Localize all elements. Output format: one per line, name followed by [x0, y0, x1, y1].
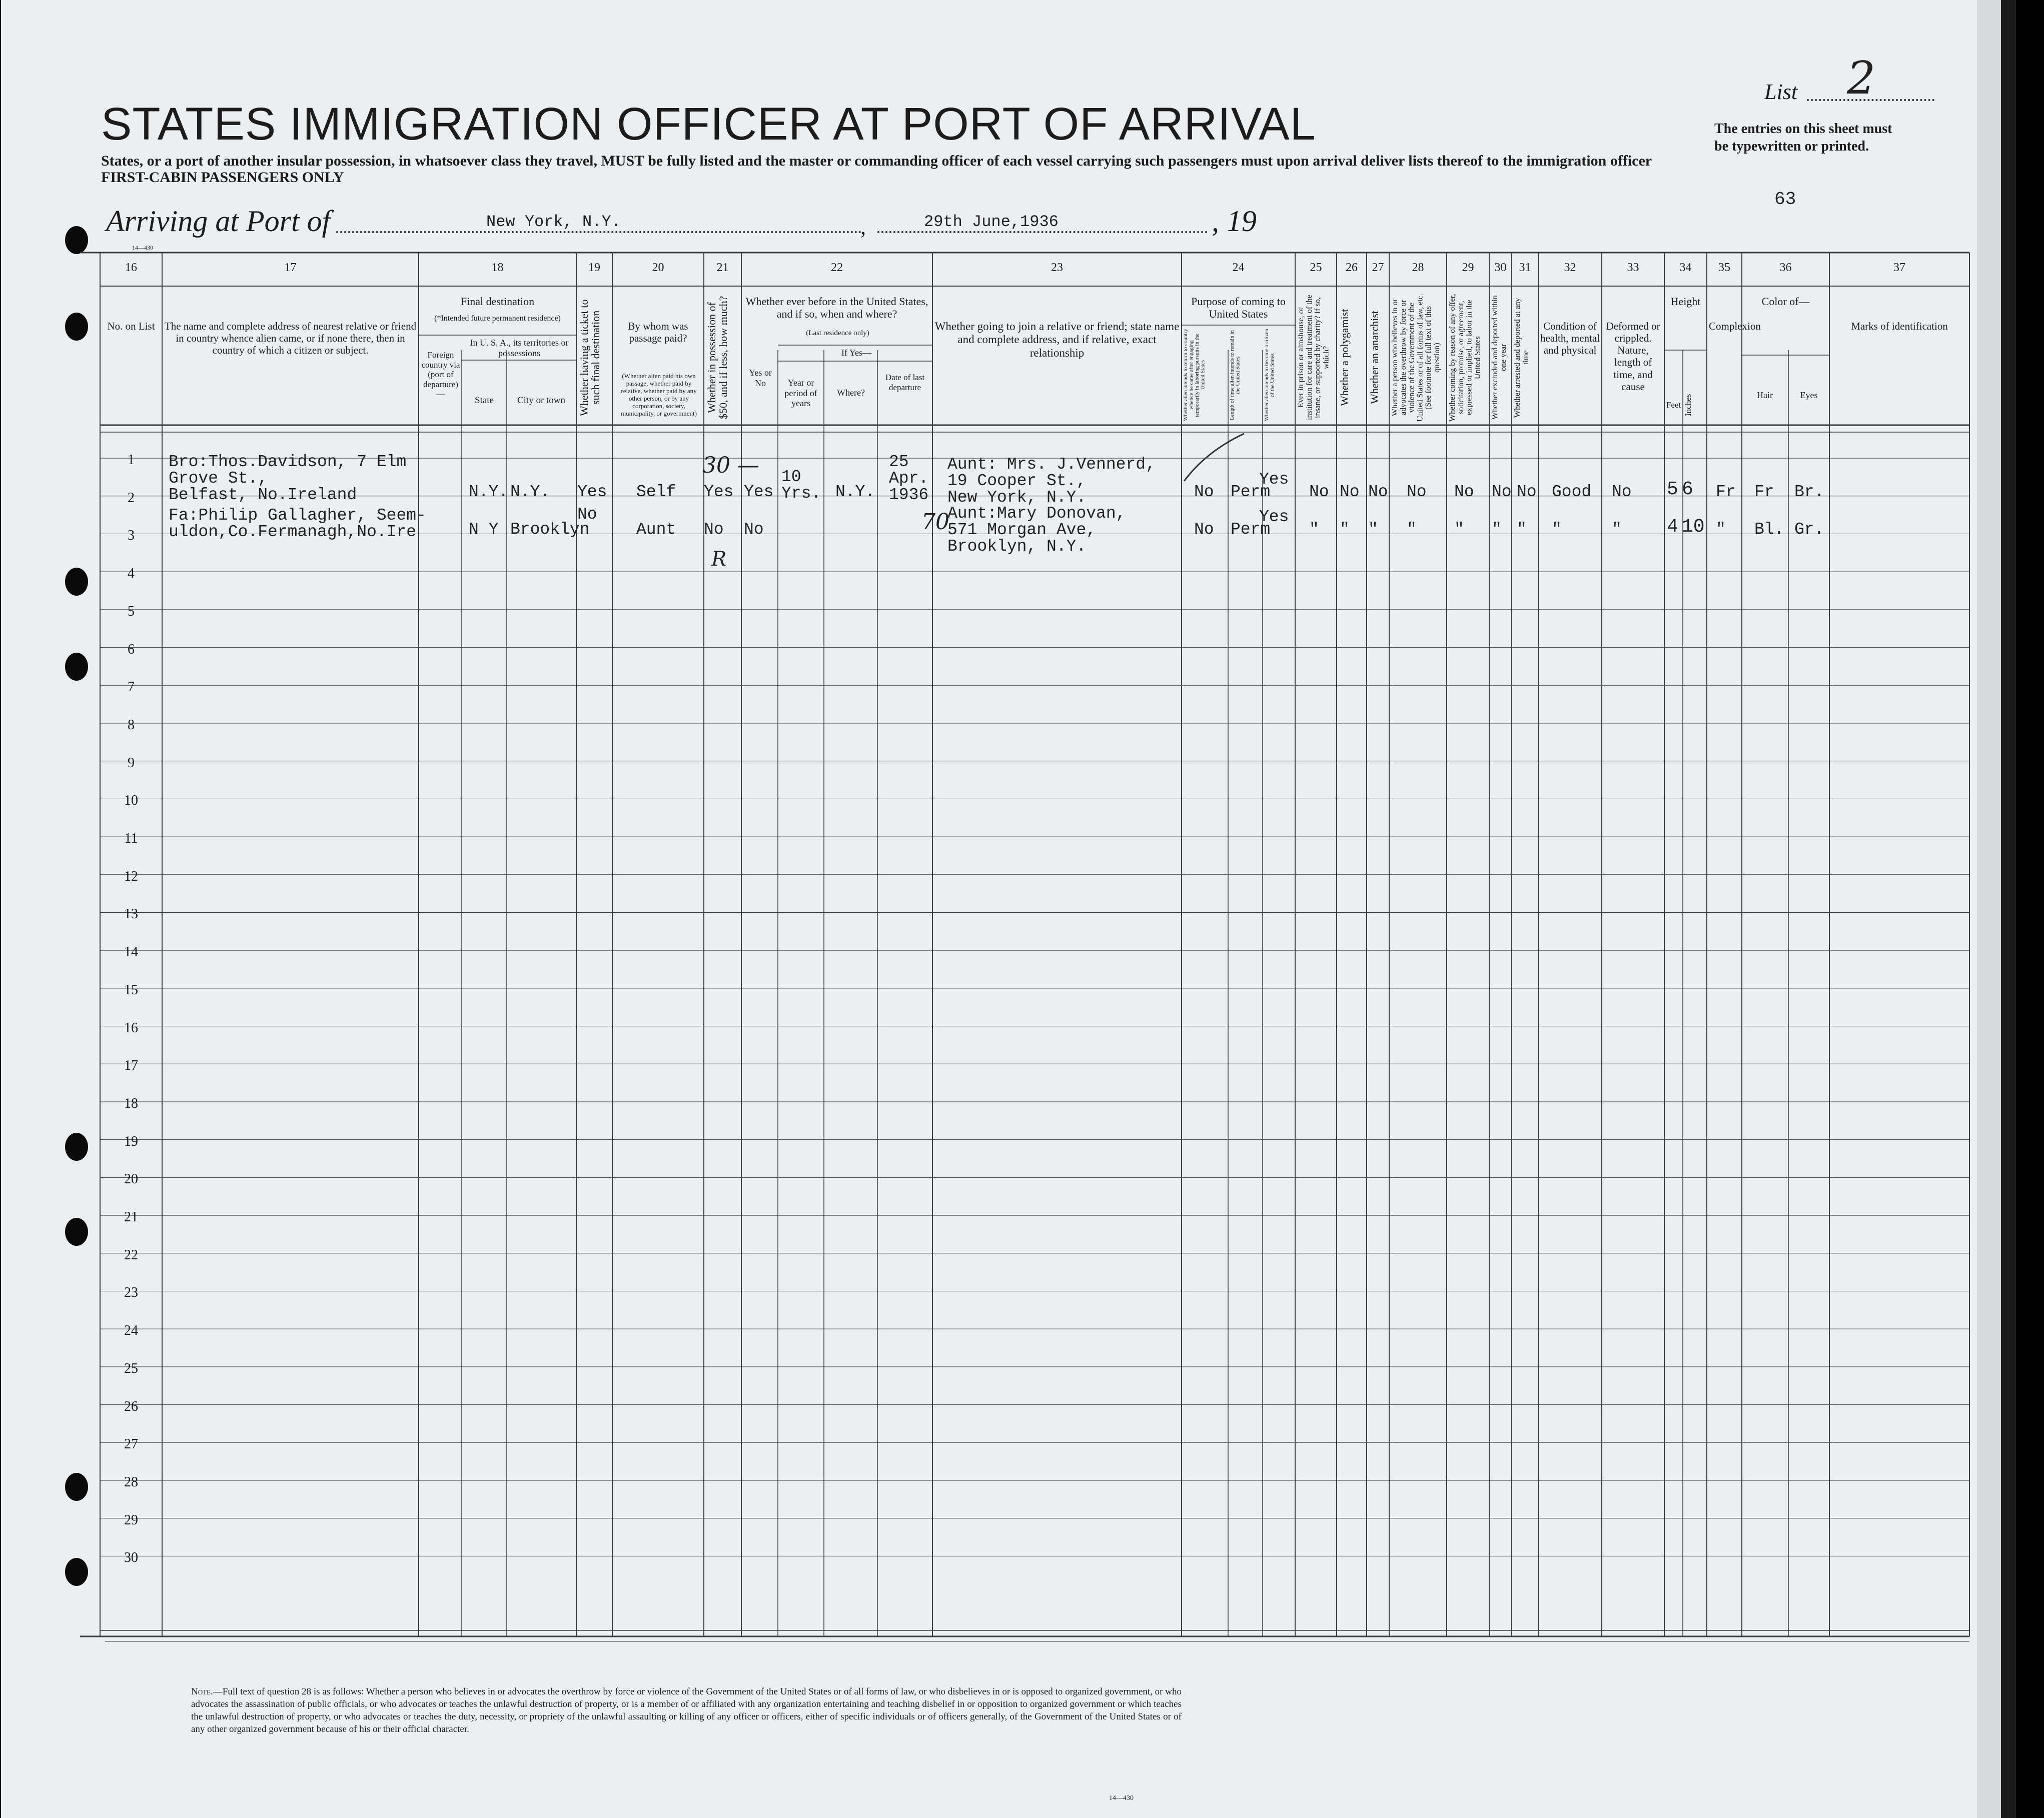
scan-border [2001, 0, 2016, 1818]
handwritten-mark: 70 [921, 509, 949, 535]
column-number: 31 [1519, 261, 1531, 274]
row-number: 10 [124, 793, 138, 809]
ticket-value: Yes [577, 483, 607, 501]
row-number: 19 [124, 1133, 138, 1149]
row-number: 14 [124, 944, 138, 960]
column-number: 25 [1310, 261, 1322, 274]
subtitle-line: States, or a port of another insular possession, in whatsoever class they travel, MUST be fully listed and the master or commanding officer of each vessel carrying such passengers must upon arrival deliver lists thereof to the immigration officer [101, 153, 1652, 169]
row-number: 24 [124, 1323, 138, 1339]
column-number: 29 [1462, 261, 1474, 274]
excluded-value: " [1492, 520, 1502, 539]
column-subheader: State [475, 395, 494, 406]
column-number: 21 [716, 261, 729, 274]
column-note: (*Intended future permanent residence) [434, 314, 561, 323]
inches-value: 10 [1682, 516, 1705, 538]
contract-value: " [1454, 520, 1464, 539]
row-number: 1 [128, 452, 135, 468]
joining-line: Aunt: Mrs. J.Vennerd, [947, 455, 1156, 474]
contract-value: No [1454, 483, 1474, 501]
health-value: Good [1552, 483, 1592, 501]
joining-line: Aunt:Mary Donovan, [947, 504, 1126, 523]
row-number: 27 [124, 1436, 138, 1452]
sheet-number: 63 [1774, 189, 1796, 210]
money-value: Yes [704, 483, 734, 501]
column-number: 17 [284, 261, 297, 274]
handwritten-mark-amount: 30 — [702, 453, 759, 478]
overthrow-value: No [1407, 483, 1427, 501]
arrival-date: 29th June,1936 [924, 213, 1059, 231]
column-subheader: If Yes— [841, 348, 871, 358]
instruction-line: The entries on this sheet must [1714, 121, 1892, 137]
ticket-value: No [577, 505, 597, 524]
health-value: " [1552, 520, 1562, 539]
row-number: 23 [124, 1285, 138, 1301]
row-number: 16 [124, 1020, 138, 1036]
column-subheader: City or town [517, 395, 566, 406]
manifest-sheet: STATES IMMIGRATION OFFICER AT PORT OF ARRIVAL States, or a port of another insular possession, in whatsoever class they travel, MUST be fully listed and the master or commanding officer of each vessel carrying such passengers must upon arrival deliver lists thereof to the immigration officer FIRST-CABIN PASSENGERS ONLY List 2 The entries on this sheet must be typewritten or printed. 63 Arriving at Port of New York, N.Y. , 29th June,1936 , 19 14—430 16 17 18 19 20 21 22 23 24 25 26 27 28 29 30 31 32 33 34 35 36 37 No. on List The name and complete address of nearest relative or friend in country whence alien came, or if none there, then in country of which a citizen or subject. Final destination Whether having a ticket to such final destination By whom was passage paid? Whether in possession of $50, and if less, how much? Whether ever before in the United States, and if so, when and where? Whether going to join a relative or friend; state name and complete address, and if relative, exact relationship Purpose of coming to United States Ever in prison or almshouse, or institution for care and treatment of the insane, or supported by charity? If so, which? Whether a polygamist Whether an anarchist Whether a person who believes in or advocates the overthrow by force or violence of the Government of the United States or of all forms of law, etc. (See footnote for full text of this question) Whether coming by reason of any offer, solicitation, promise, or agreement, expressed or implied, to labor in the United States Whether excluded and deported within one year Whether arrested and deported at any time Condition of health, mental and physical Deformed or crippled. Nature, length of time, and cause Height Complexion Color of— Marks of identification (*Intended future permanent residence) Foreign country via (port of departure)— In U. S. A., its territories or possessions State City or town (Whether alien paid his own passage, whether paid by relative, whether paid by any other person, or by any corporation, society, municipality, or government) (Last residence only) Yes or No If Yes— Year or period of years Where? Date of last departure Whether alien intends to return to country whence he came after engaging temporarily in laboring pursuits in the United States Length of time alien intends to remain in the United States Whether alien intends to become a citizen of the United States Feet Inches Hair Eyes 1 2 3 4 5 6 7 8 9 10 11 12 13 14 15 16 17 18 19 20 21 22 23 24 25 26 27 28 29 30 Bro:Thos.Davidson, 7 Elm Grove St., Belfast, No.Ireland N.Y. N.Y. Yes Self Yes Yes 10 Yrs. N.Y. 25 Apr. 1936 Aunt: Mrs. J.Vennerd, 19 Cooper St., New York, N.Y. No Perm Yes No No No No No No No Good No 5 6 Fr Fr Br. Fa:Philip Gallagher, Seem- uldon,Co.Fermanagh,No.Ire N Y Brooklyn No Aunt No No Aunt:Mary Donovan, 571 Morgan Ave, Brooklyn, N.Y. No Perm Yes " " " " " " " " " 4 10 " Bl. Gr. 30 — 70 R Note.—Full text of question 28 is as follows: Whether a person who believes in or advocates the overthrow by force or violence of the Government of the United States or of all forms of law, or who disbelieves in or is opposed to organized government, or who advocates the assassination of public officials, or who advocates or teaches the unlawful destruction of property, or is a member of or affiliated with any organization entertaining and teaching disbelief in or opposition to organized government or which teaches the unlawful destruction of property, or who advocates or teaches the duty, necessity, or propriety of the unlawful assaulting or killing of any officer or officers, either of specific individuals or of officers generally, of the Government of the United States or of any other organized government because of his or their official character. 14—430 [1, 0, 2002, 1818]
row-number: 25 [124, 1360, 138, 1376]
row-number: 22 [124, 1247, 138, 1263]
joining-line: 571 Morgan Ave, [947, 521, 1097, 539]
form-code-bottom: 14—430 [1109, 1794, 1134, 1802]
row-number: 2 [128, 490, 135, 506]
column-subheader: Year or period of years [784, 378, 817, 409]
return-value: No [1194, 520, 1214, 539]
row-number: 21 [124, 1209, 138, 1225]
column-number: 28 [1412, 261, 1424, 274]
money-value: No [704, 520, 724, 539]
paid-by-value: Self [636, 483, 676, 501]
year-prefix: , 19 [1212, 205, 1257, 238]
deformed-value: " [1612, 520, 1622, 539]
years-value: Yrs. [781, 484, 821, 503]
where-value: N.Y. [835, 483, 875, 501]
before-value: Yes [744, 483, 774, 501]
return-value: No [1194, 483, 1214, 501]
column-number: 27 [1372, 261, 1384, 274]
column-header: No. on List [107, 320, 155, 332]
relative-line: uldon,Co.Fermanagh,No.Ire [169, 523, 417, 541]
column-number: 16 [125, 261, 137, 274]
handwritten-stroke [1182, 431, 1247, 486]
column-subheader: Where? [837, 388, 865, 398]
polygamist-value: " [1340, 520, 1350, 539]
row-number: 3 [128, 528, 135, 544]
citizen-value: Yes [1259, 470, 1289, 489]
eyes-value: Br. [1794, 483, 1824, 501]
column-subheader: Date of last departure [885, 373, 925, 392]
form-code-top: 14—430 [132, 244, 153, 251]
arriving-label: Arriving at Port of [106, 205, 331, 238]
overthrow-value: " [1407, 520, 1417, 539]
column-header: Color of— [1761, 295, 1810, 308]
column-subheader: Eyes [1800, 390, 1818, 400]
column-header: The name and complete address of nearest relative or friend in country whence alien came, or if none there, then in country of which a citizen or subject. [164, 320, 417, 357]
column-number: 36 [1779, 261, 1792, 274]
column-header: Ever in prison or almshouse, or institution for care and treatment of the insane, or supported by charity? If so, which? [1297, 295, 1331, 421]
column-number: 26 [1346, 261, 1358, 274]
instruction-line: be typewritten or printed. [1714, 139, 1869, 154]
deported-value: " [1517, 520, 1527, 539]
row-number: 12 [124, 868, 138, 884]
column-subheader: Inches [1683, 394, 1693, 417]
row-number: 30 [124, 1550, 138, 1566]
row-number: 5 [128, 603, 135, 619]
column-header: Whether a person who believes in or advocates the overthrow by force or violence of the Government of the United States or of all forms of law, etc. (See footnote for full text of this question) [1391, 294, 1441, 422]
column-header: Whether coming by reason of any offer, solicitation, promise, or agreement, expressed or implied, to labor in the United States [1448, 294, 1482, 422]
note-label: Note. [191, 1686, 213, 1697]
subtitle-line: FIRST-CABIN PASSENGERS ONLY [101, 169, 344, 186]
relative-line: Bro:Thos.Davidson, 7 Elm [169, 453, 407, 471]
row-number: 6 [128, 641, 135, 657]
column-header: Whether arrested and deported at any time [1513, 298, 1530, 418]
years-value: 10 [781, 468, 801, 486]
column-subheader: Whether alien intends to become a citizen of the United States [1264, 329, 1276, 422]
polygamist-value: No [1340, 483, 1360, 501]
column-number: 24 [1232, 261, 1245, 274]
column-header: Complexion [1709, 320, 1761, 332]
prison-value: No [1309, 483, 1329, 501]
column-header: Marks of identification [1851, 320, 1948, 332]
column-number: 37 [1893, 261, 1905, 274]
column-number: 34 [1679, 261, 1692, 274]
column-header: Whether ever before in the United States, and if so, when and where? [745, 295, 928, 321]
complexion-value: Fr [1716, 483, 1736, 501]
column-number: 18 [491, 261, 504, 274]
anarchist-value: " [1368, 520, 1378, 539]
row-number: 29 [124, 1512, 138, 1528]
state-value: N.Y. [469, 483, 509, 501]
length-value: Perm [1231, 520, 1271, 539]
anarchist-value: No [1368, 483, 1388, 501]
list-number: 2 [1847, 52, 1876, 105]
before-value: No [744, 520, 764, 539]
column-header: Whether in possession of $50, and if less, how much? [705, 296, 730, 420]
column-subheader: Yes or No [749, 368, 772, 388]
complexion-value: " [1716, 520, 1726, 539]
row-number: 28 [124, 1474, 138, 1490]
column-subheader: Whether alien intends to return to country whence he came after engaging temporarily in laboring pursuits in the United States [1183, 329, 1206, 422]
last-departure-value: Apr. [889, 469, 929, 488]
column-header: By whom was passage paid? [628, 320, 688, 345]
row-number: 15 [124, 982, 138, 998]
last-departure-value: 25 [889, 453, 909, 471]
column-subheader: Foreign country via (port of departure)— [421, 350, 460, 399]
eyes-value: Gr. [1794, 520, 1824, 539]
column-number: 20 [652, 261, 664, 274]
column-header: Height [1670, 295, 1701, 308]
column-note: (Whether alien paid his own passage, whether paid by relative, whether paid by any other person, or by any corporation, society, municipality, or government) [621, 372, 697, 417]
row-number: 20 [124, 1171, 138, 1187]
column-number: 23 [1051, 261, 1063, 274]
column-number: 32 [1564, 261, 1576, 274]
deformed-value: No [1612, 483, 1632, 501]
column-header: Deformed or crippled. Nature, length of time, and cause [1606, 320, 1660, 393]
column-header: Purpose of coming to United States [1191, 295, 1286, 321]
column-number: 33 [1627, 261, 1639, 274]
hair-value: Bl. [1754, 520, 1784, 539]
prison-value: " [1309, 520, 1319, 539]
row-number: 9 [128, 755, 135, 771]
port-value: New York, N.Y. [486, 213, 621, 231]
row-number: 13 [124, 906, 138, 922]
column-header: Whether a polygamist [1338, 309, 1351, 407]
paid-by-value: Aunt [636, 520, 676, 539]
citizen-value: Yes [1259, 508, 1289, 526]
column-number: 19 [588, 261, 600, 274]
column-number: 30 [1494, 261, 1507, 274]
column-number: 35 [1718, 261, 1730, 274]
column-subheader: Hair [1757, 390, 1773, 400]
city-value: Brooklyn [510, 520, 590, 539]
joining-line: Brooklyn, N.Y. [947, 537, 1087, 556]
inches-value: 6 [1682, 479, 1693, 500]
relative-line: Belfast, No.Ireland [169, 486, 357, 504]
column-header: Whether excluded and deported within one year [1491, 295, 1508, 420]
deported-value: No [1517, 483, 1537, 501]
row-number: 26 [124, 1398, 138, 1414]
column-header: Whether having a ticket to such final destination [578, 299, 602, 416]
row-number: 18 [124, 1095, 138, 1111]
column-header: Final destination [460, 295, 535, 308]
column-subheader: Feet [1666, 400, 1681, 410]
row-number: 11 [124, 831, 138, 846]
column-header: Whether going to join a relative or friend; state name and complete address, and if relative, exact relationship [934, 320, 1180, 359]
note-text: —Full text of question 28 is as follows: Whether a person who believes in or advocates the overthrow by force or violence of the Government of the United States or of all forms of law, or who disbelieves in or is opposed to organized government, or who advocates the assassination of public officials, or who advocates or teaches the unlawful destruction of property, or is a member of or affiliated with any organization entertaining and teaching disbelief in or opposition to organized government or which teaches the unlawful destruction of property, or who advocates or teaches the duty, necessity, or propriety of the unlawful assaulting or killing of any officer or officers, either of specific individuals or of officers generally, of the Government of the United States or of any other organized government because of his or their official character. [191, 1686, 1182, 1735]
list-label: List [1764, 80, 1798, 104]
hair-value: Fr [1754, 483, 1774, 501]
handwritten-mark: R [711, 548, 727, 571]
column-note: (Last residence only) [806, 329, 869, 337]
city-value: N.Y. [510, 483, 550, 501]
joining-line: New York, N.Y. [947, 488, 1087, 507]
excluded-value: No [1492, 483, 1512, 501]
state-value: N Y [469, 520, 499, 539]
column-header: Whether an anarchist [1368, 311, 1381, 405]
length-value: Perm [1231, 483, 1271, 501]
footnote [191, 1685, 1182, 1735]
feet-value: 5 [1667, 479, 1678, 500]
joining-line: 19 Cooper St., [947, 472, 1087, 490]
column-subheader: In U. S. A., its territories or possessions [470, 338, 569, 358]
column-header: Condition of health, mental and physical [1540, 320, 1600, 357]
row-number: 17 [124, 1058, 138, 1074]
row-number: 4 [128, 566, 135, 582]
last-departure-value: 1936 [889, 486, 929, 504]
row-number: 7 [128, 679, 135, 695]
relative-line: Grove St., [169, 469, 268, 488]
relative-line: Fa:Philip Gallagher, Seem- [169, 506, 426, 525]
page-title: STATES IMMIGRATION OFFICER AT PORT OF ARRIVAL [101, 99, 1316, 150]
row-number: 8 [128, 717, 135, 733]
column-number: 22 [831, 261, 843, 274]
column-subheader: Length of time alien intends to remain in the United States [1229, 330, 1241, 420]
feet-value: 4 [1667, 516, 1678, 538]
